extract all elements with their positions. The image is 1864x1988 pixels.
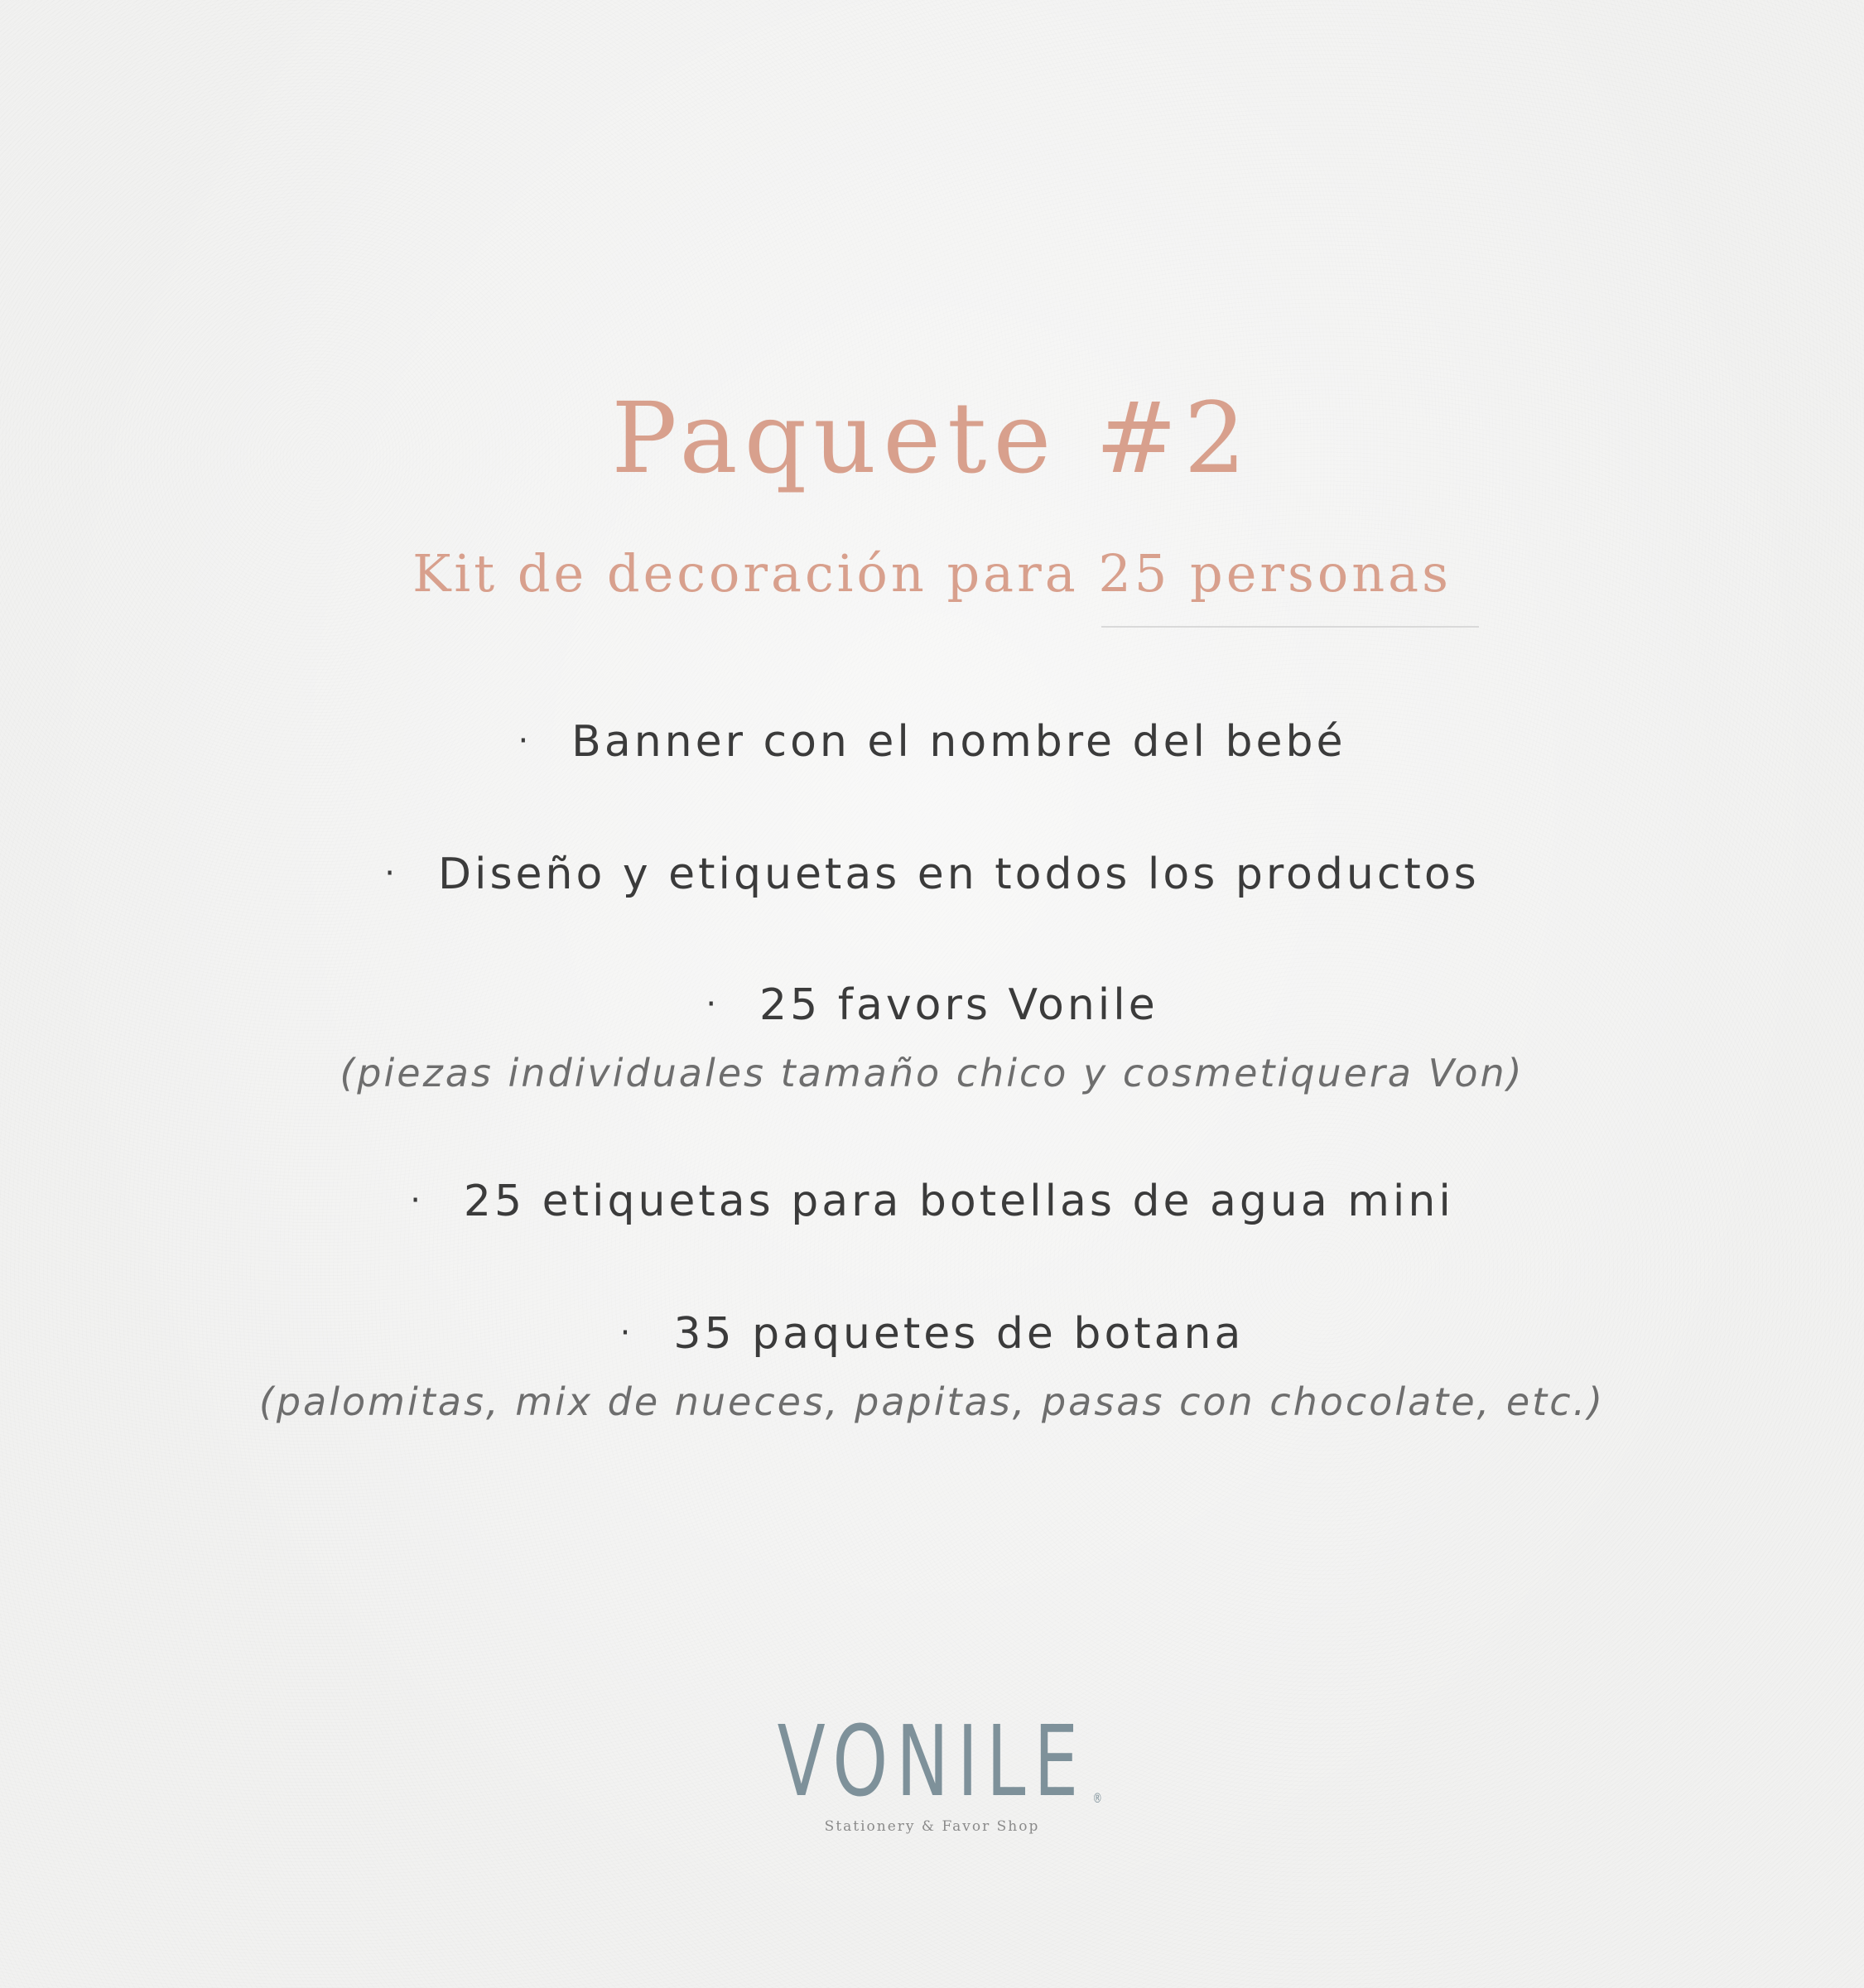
brand-wordmark (777, 1704, 1103, 1818)
brand-tagline: Stationery & Favor Shop (824, 1818, 1040, 1835)
list-item-note: (palomitas, mix de nueces, papitas, pasas con chocolate, etc.) (258, 1379, 1606, 1424)
list-item-label: 25 favors Vonile (759, 980, 1158, 1030)
list-item (0, 1309, 1864, 1359)
bullet-icon: · (619, 1314, 634, 1352)
list-item-label: Banner con el nombre del bebé (571, 717, 1346, 767)
list-item (0, 850, 1864, 899)
bullet-icon: · (410, 1182, 424, 1220)
page-subtitle: Kit de decoración para 25 personas (412, 543, 1452, 604)
list-item-label: 25 etiquetas para botellas de agua mini (463, 1177, 1454, 1226)
bullet-icon: · (518, 722, 532, 760)
subtitle-divider (1101, 626, 1479, 628)
list-item (0, 1177, 1864, 1226)
brand-logo (0, 1704, 1864, 1818)
bullet-icon: · (706, 985, 720, 1023)
list-item-label: 35 paquetes de botana (673, 1309, 1245, 1359)
list-item (0, 717, 1864, 767)
list-item-note: (piezas individuales tamaño chico y cosmetiquera Von) (340, 1051, 1524, 1095)
page-title: Paquete #2 (611, 381, 1253, 495)
list-item (0, 980, 1864, 1030)
registered-mark-icon: ® (1092, 1790, 1103, 1806)
brand-name: VONILE (777, 1704, 1087, 1818)
bullet-icon: · (384, 854, 398, 893)
list-item-label: Diseño y etiquetas en todos los productos (437, 850, 1480, 899)
